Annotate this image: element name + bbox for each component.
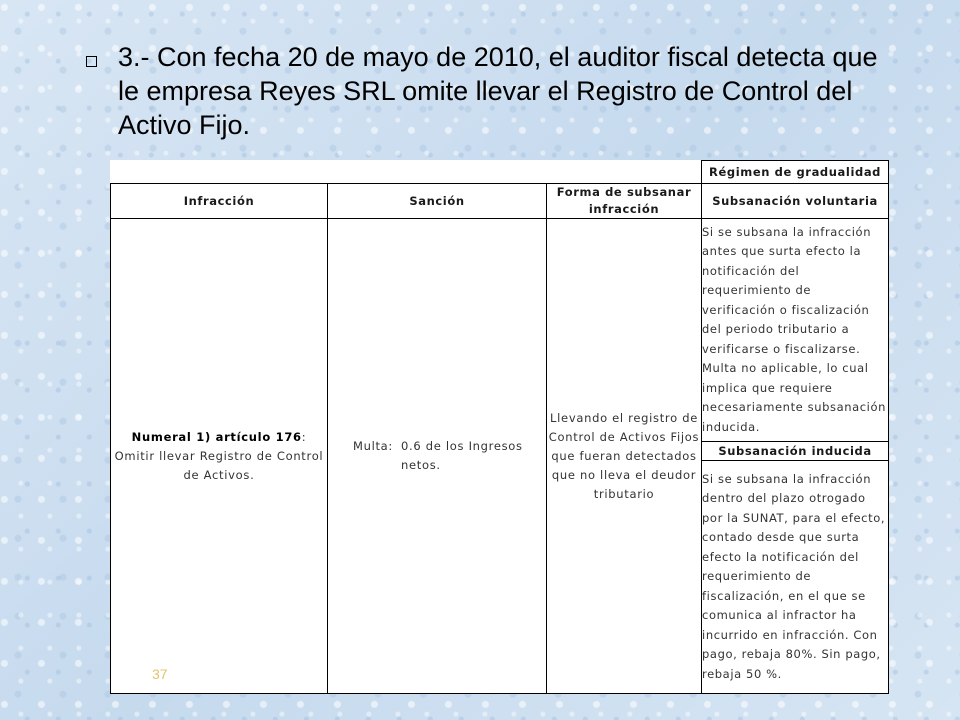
cell-subsanacion-inducida: Si se subsana la infracción dentro del plazo otrogado por la SUNAT, para el efecto, contado desde que surta efecto la notificación del requerimiento de fiscalización, en el que se comunica al infractor ha incurrido en infracción. Con pago, rebaja 80%. Sin pago, rebaja 50 %. — [702, 461, 889, 694]
cell-infraccion — [111, 219, 328, 694]
header-infraccion: Infracción — [111, 184, 328, 219]
sancion-label: Multa: — [352, 439, 394, 453]
header-subsanacion-voluntaria: Subsanación voluntaria — [702, 184, 889, 219]
slide-number: 37 — [152, 666, 168, 682]
infraccion-description: : Omitir llevar Registro de Control de Activos. — [114, 429, 324, 482]
empty-corner — [111, 161, 702, 184]
cell-sancion — [328, 219, 547, 694]
infraccion-numeral: Numeral 1) artículo 176 — [131, 429, 302, 444]
header-forma-subsanar: Forma de subsanar infracción — [547, 184, 702, 219]
bullet-text: 3.- Con fecha 20 de mayo de 2010, el auditor fiscal detecta que le empresa Reyes SRL omite llevar el Registro de Control del Activo Fijo. — [118, 42, 878, 140]
cell-subsanacion-voluntaria: Si se subsana la infracción antes que surta efecto la notificación del requerimiento de verificación o fiscalización del periodo tributario a verificarse o fiscalizarse. Multa no aplicable, lo cual implica que requiere necesariamente subsanación inducida. — [702, 219, 889, 442]
header-subsanacion-inducida: Subsanación inducida — [702, 442, 889, 461]
cell-forma-subsanar: Llevando el registro de Control de Activos Fijos que fueran detectados que no lleva el deudor tributario — [547, 219, 702, 694]
sancion-value: 0.6 de los Ingresos netos. — [401, 439, 523, 472]
header-regimen-gradualidad: Régimen de gradualidad — [702, 161, 889, 184]
bullet-square-icon — [86, 56, 97, 67]
gradualidad-table — [110, 160, 888, 694]
header-sancion: Sanción — [328, 184, 547, 219]
